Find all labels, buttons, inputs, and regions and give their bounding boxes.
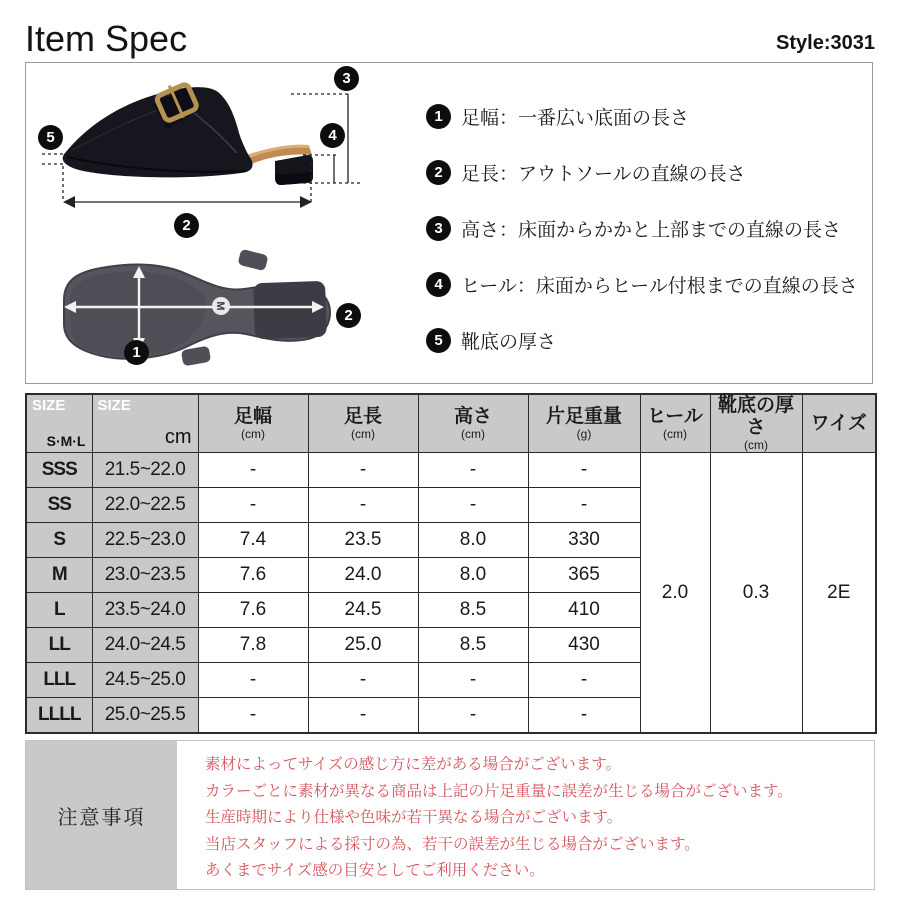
marker-3-height: 3: [334, 66, 359, 91]
size-cell: L: [26, 593, 92, 628]
corner-header-size-label: [26, 394, 92, 453]
legend-item-heel: [426, 271, 866, 298]
size-cell: LLLL: [26, 698, 92, 733]
note-line: カラーごとに素材が異なる商品は上記の片足重量に誤差が生じる場合がございます。: [205, 782, 793, 800]
range-cell: 23.5~24.0: [92, 593, 198, 628]
range-cell: 24.0~24.5: [92, 628, 198, 663]
notes-body: [177, 741, 874, 889]
marker-5-sole-thickness: 5: [38, 125, 63, 150]
range-cell: 24.5~25.0: [92, 663, 198, 698]
style-number: Style:3031: [776, 32, 875, 54]
table-header-row: [26, 394, 876, 453]
legend-badge-5: 5: [426, 328, 451, 353]
value-cell-length: -: [308, 488, 418, 523]
size-cell: SSS: [26, 453, 92, 488]
corner-cm-text: cm: [164, 426, 192, 449]
value-cell-weight: 330: [528, 523, 640, 558]
legend-item-foot-length: [426, 159, 866, 186]
value-cell-width: 7.6: [198, 558, 308, 593]
col-header-height: 高さ (cm): [418, 394, 528, 453]
col-header-heel: ヒール (cm): [640, 394, 710, 453]
value-cell-height: 8.0: [418, 523, 528, 558]
value-cell-length: 23.5: [308, 523, 418, 558]
marker-1-foot-width: 1: [124, 340, 149, 365]
measurement-legend: [426, 103, 866, 383]
value-cell-length: 24.0: [308, 558, 418, 593]
value-cell-height: -: [418, 453, 528, 488]
range-cell: 23.0~23.5: [92, 558, 198, 593]
value-cell-height: -: [418, 663, 528, 698]
range-cell: 22.5~23.0: [92, 523, 198, 558]
value-cell-length: 24.5: [308, 593, 418, 628]
col-header-weight: 片足重量 (g): [528, 394, 640, 453]
legend-text: 足長：アウトソールの直線の長さ: [461, 164, 746, 185]
marker-2-foot-length: 2: [174, 213, 199, 238]
value-cell-width: -: [198, 698, 308, 733]
merged-cell-wise: 2E: [802, 453, 876, 733]
measurement-diagram-box: [25, 62, 873, 384]
value-cell-weight: -: [528, 698, 640, 733]
legend-badge-1: 1: [426, 104, 451, 129]
value-cell-height: -: [418, 488, 528, 523]
merged-cell-heel: 2.0: [640, 453, 710, 733]
value-cell-width: -: [198, 453, 308, 488]
legend-text: 足幅：一番広い底面の長さ: [461, 108, 690, 129]
value-cell-width: -: [198, 488, 308, 523]
col-header-foot-width: 足幅 (cm): [198, 394, 308, 453]
col-header-wise: ワイズ: [802, 394, 876, 453]
value-cell-length: -: [308, 698, 418, 733]
marker-4-heel: 4: [320, 123, 345, 148]
legend-item-height: [426, 215, 866, 242]
value-cell-height: 8.0: [418, 558, 528, 593]
legend-text: ヒール：床面からヒール付根までの直線の長さ: [461, 276, 858, 297]
note-line: 当店スタッフによる採寸の為、若干の誤差が生じる場合がございます。: [205, 835, 700, 853]
value-cell-length: -: [308, 453, 418, 488]
size-cell: SS: [26, 488, 92, 523]
legend-badge-2: 2: [426, 160, 451, 185]
value-cell-weight: -: [528, 453, 640, 488]
size-cell: M: [26, 558, 92, 593]
shoe-side-view-illustration: [41, 71, 381, 246]
notes-section: [25, 740, 875, 890]
range-cell: 21.5~22.0: [92, 453, 198, 488]
size-cell: LLL: [26, 663, 92, 698]
page-title: Item Spec: [25, 18, 188, 59]
merged-cell-sole-thickness: 0.3: [710, 453, 802, 733]
value-cell-height: -: [418, 698, 528, 733]
legend-badge-4: 4: [426, 272, 451, 297]
corner-sml-text: S·M·L: [46, 433, 86, 450]
corner-size-text: SIZE: [32, 397, 66, 414]
note-line: あくまでサイズ感の目安としてご利用ください。: [205, 862, 545, 879]
size-spec-table: [25, 393, 877, 734]
size-cell: S: [26, 523, 92, 558]
corner-size-text: SIZE: [97, 397, 131, 414]
value-cell-weight: 365: [528, 558, 640, 593]
legend-text: 高さ：床面からかかと上部までの直線の長さ: [461, 220, 842, 241]
value-cell-width: 7.6: [198, 593, 308, 628]
col-header-foot-length: 足長 (cm): [308, 394, 418, 453]
legend-item-sole-thickness: [426, 327, 866, 354]
note-line: 素材によってサイズの感じ方に差がある場合がございます。: [205, 756, 622, 773]
value-cell-width: 7.4: [198, 523, 308, 558]
col-header-sole-thickness: 靴底の厚さ (cm): [710, 394, 802, 453]
note-line: 生産時期により仕様や色味が若干異なる場合がございます。: [205, 809, 623, 826]
size-row-sss: [26, 453, 876, 488]
legend-item-foot-width: [426, 103, 866, 130]
value-cell-length: 25.0: [308, 628, 418, 663]
range-cell: 25.0~25.5: [92, 698, 198, 733]
size-cell: LL: [26, 628, 92, 663]
value-cell-weight: 410: [528, 593, 640, 628]
value-cell-length: -: [308, 663, 418, 698]
legend-badge-3: 3: [426, 216, 451, 241]
value-cell-width: 7.8: [198, 628, 308, 663]
value-cell-weight: -: [528, 488, 640, 523]
range-cell: 22.0~22.5: [92, 488, 198, 523]
marker-2-foot-length-sole: 2: [336, 303, 361, 328]
shoe-sole-view-illustration: [56, 248, 376, 380]
notes-label: 注意事項: [26, 741, 177, 889]
value-cell-weight: 430: [528, 628, 640, 663]
legend-text: 靴底の厚さ: [461, 332, 557, 353]
value-cell-height: 8.5: [418, 593, 528, 628]
sole-size-marking: M: [214, 301, 226, 311]
value-cell-height: 8.5: [418, 628, 528, 663]
value-cell-weight: -: [528, 663, 640, 698]
corner-header-cm: [92, 394, 198, 453]
value-cell-width: -: [198, 663, 308, 698]
